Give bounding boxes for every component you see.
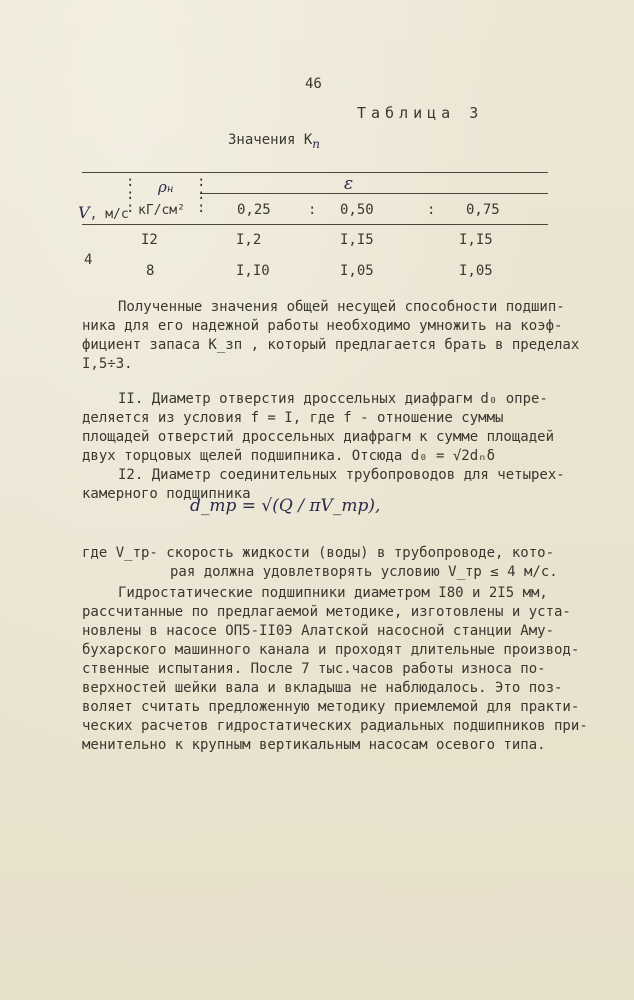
table-row2-val2: I,05 (459, 263, 493, 279)
header-eps-sep-2: : (427, 202, 436, 218)
table-caption-subscript: п (312, 137, 321, 151)
paragraph-5 (82, 584, 588, 755)
table-top-rule (82, 172, 548, 173)
paragraph-5-line: воляет считать предложенную методику приемлемой для практи- (82, 699, 580, 715)
table-row2-val0: I,I0 (236, 263, 270, 279)
table-row1-val0: I,2 (236, 232, 262, 248)
paragraph-5-line: ственные испытания. После 7 тыс.часов работы износа по- (82, 661, 546, 677)
paragraph-5-line: бухарского машинного канала и проходят длительные производ- (82, 642, 580, 658)
page-number: 46 (305, 76, 322, 92)
paragraph-3-line: I2. Диаметр соединительных трубопроводов для четырех- (118, 467, 565, 483)
pipe-diameter-formula: d_тр = √(Q / πV_тр), (190, 496, 381, 516)
table-row1-p: I2 (141, 232, 158, 248)
paragraph-5-line: рассчитанные по предлагаемой методике, изготовлены и уста- (82, 604, 571, 620)
header-eps-1: 0,50 (340, 202, 374, 218)
paragraph-5-line: менительно к крупным вертикальным насосам осевого типа. (82, 737, 546, 753)
table-eps-rule (200, 193, 548, 194)
paragraph-1-line: I,5÷3. (82, 356, 133, 372)
paragraph-4-line: рая должна удовлетворять условию V_тр ≤ 4 м/с. (170, 564, 558, 580)
table-row1-val2: I,I5 (459, 232, 493, 248)
header-eps-sep-1: : (308, 202, 317, 218)
header-col-sep-2: : : : (197, 174, 206, 216)
paragraph-2-line: деляется из условия f = I, где f - отношение суммы (82, 410, 504, 426)
paragraph-1-line: Полученные значения общей несущей способности подшип- (118, 299, 565, 315)
table-header-bottom-rule (82, 224, 548, 225)
table-row2-p: 8 (146, 263, 155, 279)
table-row1-val1: I,I5 (340, 232, 374, 248)
header-eps-0: 0,25 (237, 202, 271, 218)
paragraph-5-line: верхностей шейки вала и вкладыша не наблюдалось. Это поз- (82, 680, 563, 696)
table-row-v: 4 (84, 252, 93, 268)
paragraph-5-line: новлены в насосе ОП5-II0Э Алатской насосной станции Аму- (82, 623, 555, 639)
header-col1 (78, 203, 129, 222)
paragraph-1-line: ника для его надежной работы необходимо умножить на коэф- (82, 318, 563, 334)
header-v-unit: , м/с (89, 207, 129, 222)
paragraph-2-line: площадей отверстий дроссельных диафрагм к сумме площадей (82, 429, 555, 445)
table-caption (228, 132, 320, 151)
paragraph-2-line: двух торцовых щелей подшипника. Отсюда d₀ = √2dₙδ (82, 448, 496, 464)
paragraph-4 (82, 544, 568, 582)
table-label: Таблица 3 (357, 104, 484, 122)
paragraph-2-line: II. Диаметр отверстия дроссельных диафрагм d₀ опре- (118, 391, 548, 407)
paragraph-1-line: фициент запаса K_зп , который предлагается брать в пределах (82, 337, 580, 353)
header-p-symbol: ρн (158, 178, 174, 196)
header-eps-group: ε (344, 174, 354, 194)
header-eps-2: 0,75 (466, 202, 500, 218)
paragraph-5-line: Гидростатические подшипники диаметром I80 и 2I5 мм, (118, 585, 548, 601)
header-p-unit: кГ/см² (138, 203, 185, 218)
table-caption-text: Значения K (228, 132, 313, 148)
table-row2-val1: I,05 (340, 263, 374, 279)
paragraph-1 (82, 298, 580, 374)
header-col-sep-1: : : : (126, 174, 135, 216)
paragraph-5-line: ческих расчетов гидростатических радиальных подшипников при- (82, 718, 588, 734)
header-v-symbol: V (78, 203, 90, 222)
paragraph-3-line: камерного подшипника (82, 486, 251, 502)
paragraph-4-line: где V_тр- скорость жидкости (воды) в трубопроводе, кото- (82, 545, 555, 561)
paragraph-2 (82, 390, 568, 466)
